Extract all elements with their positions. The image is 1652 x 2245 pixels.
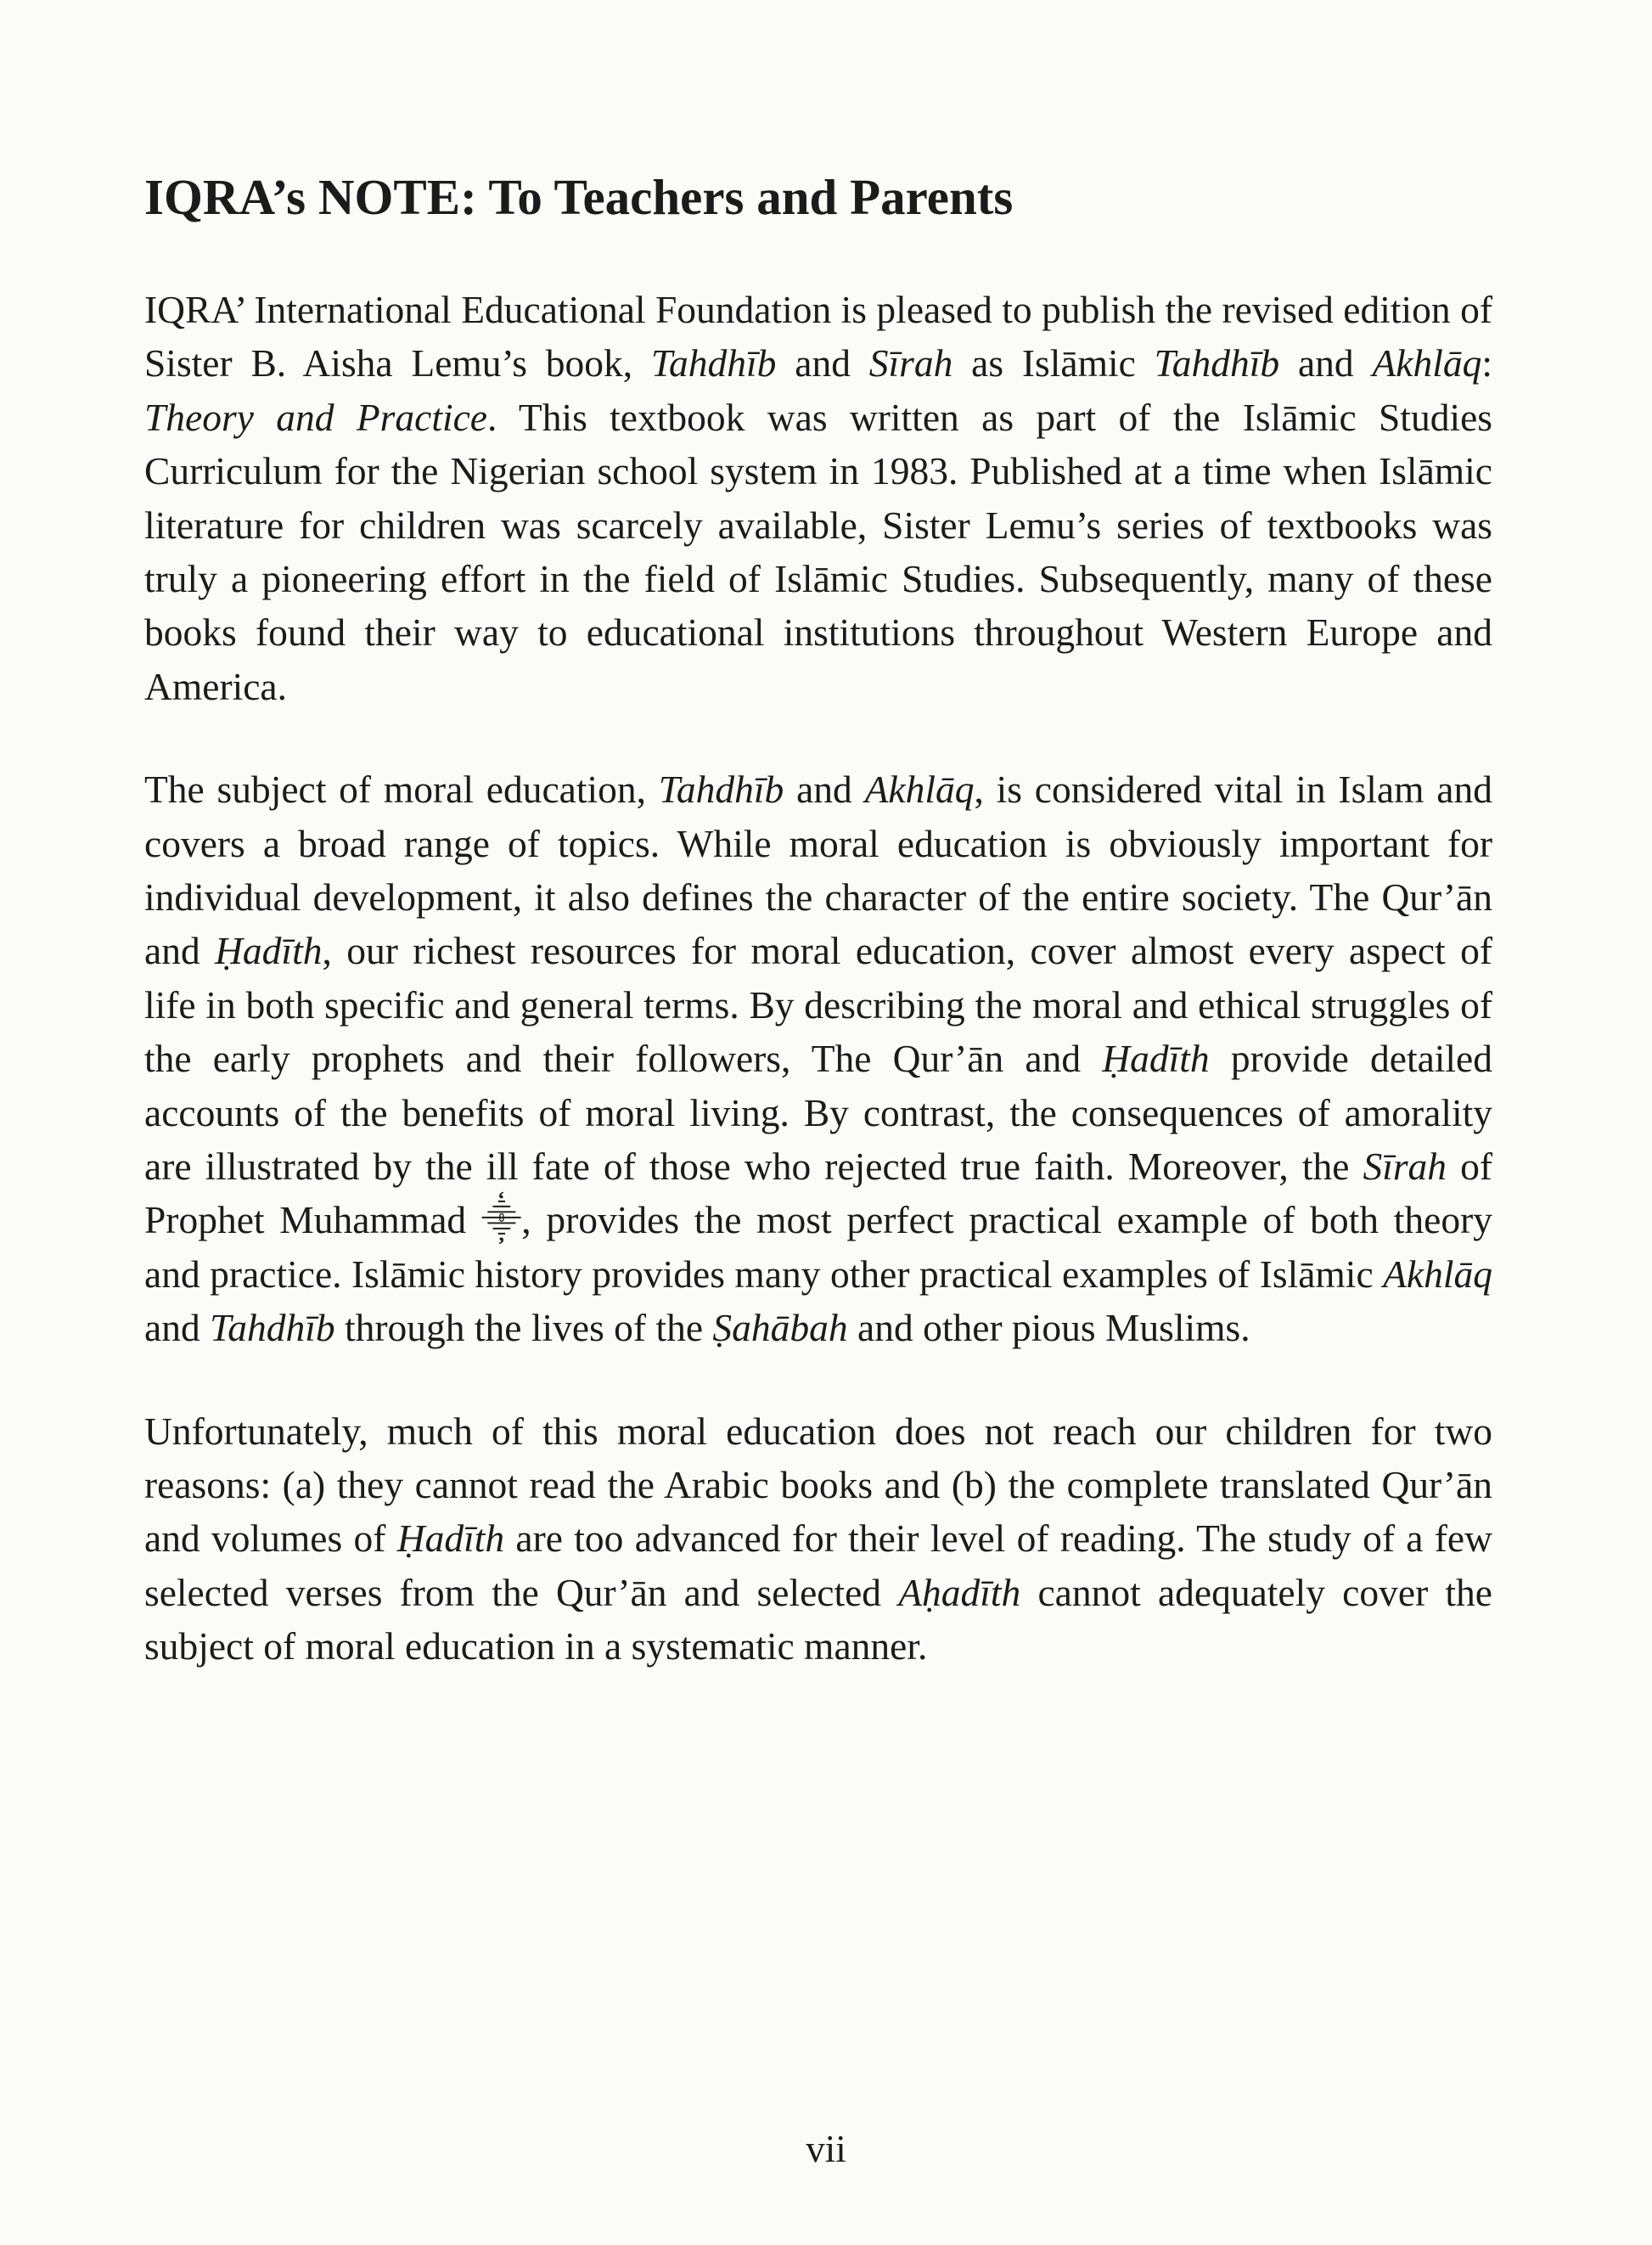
italic-term: Ḥadīth xyxy=(1102,1037,1210,1081)
page-number: vii xyxy=(806,2128,846,2170)
italic-term: Akhlāq xyxy=(1383,1252,1492,1296)
italic-term: Tahdhīb xyxy=(210,1306,335,1350)
text-run: cannot adequately cover the subject of moral education in a systematic manner. xyxy=(144,1570,1492,1668)
text-run: : xyxy=(1481,341,1492,385)
page-body xyxy=(144,170,1492,1723)
text-run: of Prophet Muhammad ⸎, provides the most perfect practical example of both theory and practice. Islāmic history provides many other practical examples of Islāmic xyxy=(144,1144,1492,1296)
italic-term: Akhlāq xyxy=(864,768,975,812)
text-run: , our richest resources for moral education, cover almost every aspect of life in both specific and general terms. By describing the moral and ethical struggles of the early prophets and their followers, The Qur’ān and xyxy=(144,929,1492,1081)
italic-term: Tahdhīb xyxy=(658,768,784,812)
italic-term: Tahdhīb xyxy=(650,341,777,385)
text-run: and xyxy=(784,768,865,812)
page-title: IQRA’s NOTE: To Teachers and Parents xyxy=(144,169,1014,225)
italic-term: Tahdhīb xyxy=(1154,341,1280,385)
text-run: and xyxy=(776,341,869,385)
italic-term: Sīrah xyxy=(1363,1144,1447,1188)
italic-term: Ḥadīth xyxy=(396,1516,505,1561)
text-run: . This textbook was written as part of the Islāmic Studies Curriculum for the Nigerian school system in 1983. Published at a time when Islāmic literature for children was scarcely available, Sister Lemu’s series of textbooks was truly a pioneering effort in the field of Islāmic Studies. Subsequently, many of these books found their way to educational institutions throughout Western Europe and America. xyxy=(144,395,1492,708)
italic-term: Akhlāq xyxy=(1372,341,1482,385)
text-run: Unfortunately, much of this moral education does not reach our children for two reasons: (a) they cannot read the Arabic books and (b) the complete translated Qur’ān and volumes of xyxy=(144,1409,1492,1561)
italic-term: Ṣahābah xyxy=(712,1306,848,1350)
text-run: through the lives of the xyxy=(334,1306,713,1350)
text-run: and other pious Muslims. xyxy=(847,1306,1250,1350)
text-run: IQRA’ International Educational Foundation is pleased to publish the revised edition of Sister B. Aisha Lemu’s book, xyxy=(144,287,1492,385)
italic-term: Sīrah xyxy=(868,341,953,385)
text-run: as Islāmic xyxy=(952,341,1155,385)
italic-term: Ḥadīth xyxy=(215,929,323,973)
text-run: provide detailed accounts of the benefits of moral living. By contrast, the consequences of amorality are illustrated by the ill fate of those who rejected true faith. Moreover, the xyxy=(144,1037,1493,1188)
text-run: The subject of moral education, xyxy=(144,768,659,812)
body-text xyxy=(144,283,1492,1674)
italic-term: Aḥadīth xyxy=(898,1570,1021,1614)
italic-term: Theory and Practice xyxy=(144,395,487,439)
text-run: and xyxy=(144,1306,211,1350)
text-run: , is considered vital in Islam and covers a broad range of topics. While moral education is obviously important for individual development, it also defines the character of the entire society. The Qur’ān and xyxy=(144,768,1492,973)
paragraph xyxy=(144,762,1492,1354)
paragraph xyxy=(144,1404,1492,1674)
text-run: are too advanced for their level of reading. The study of a few selected verses from the Qur’ān and selected xyxy=(144,1516,1492,1614)
text-run: and xyxy=(1279,341,1373,385)
paragraph xyxy=(144,283,1492,713)
